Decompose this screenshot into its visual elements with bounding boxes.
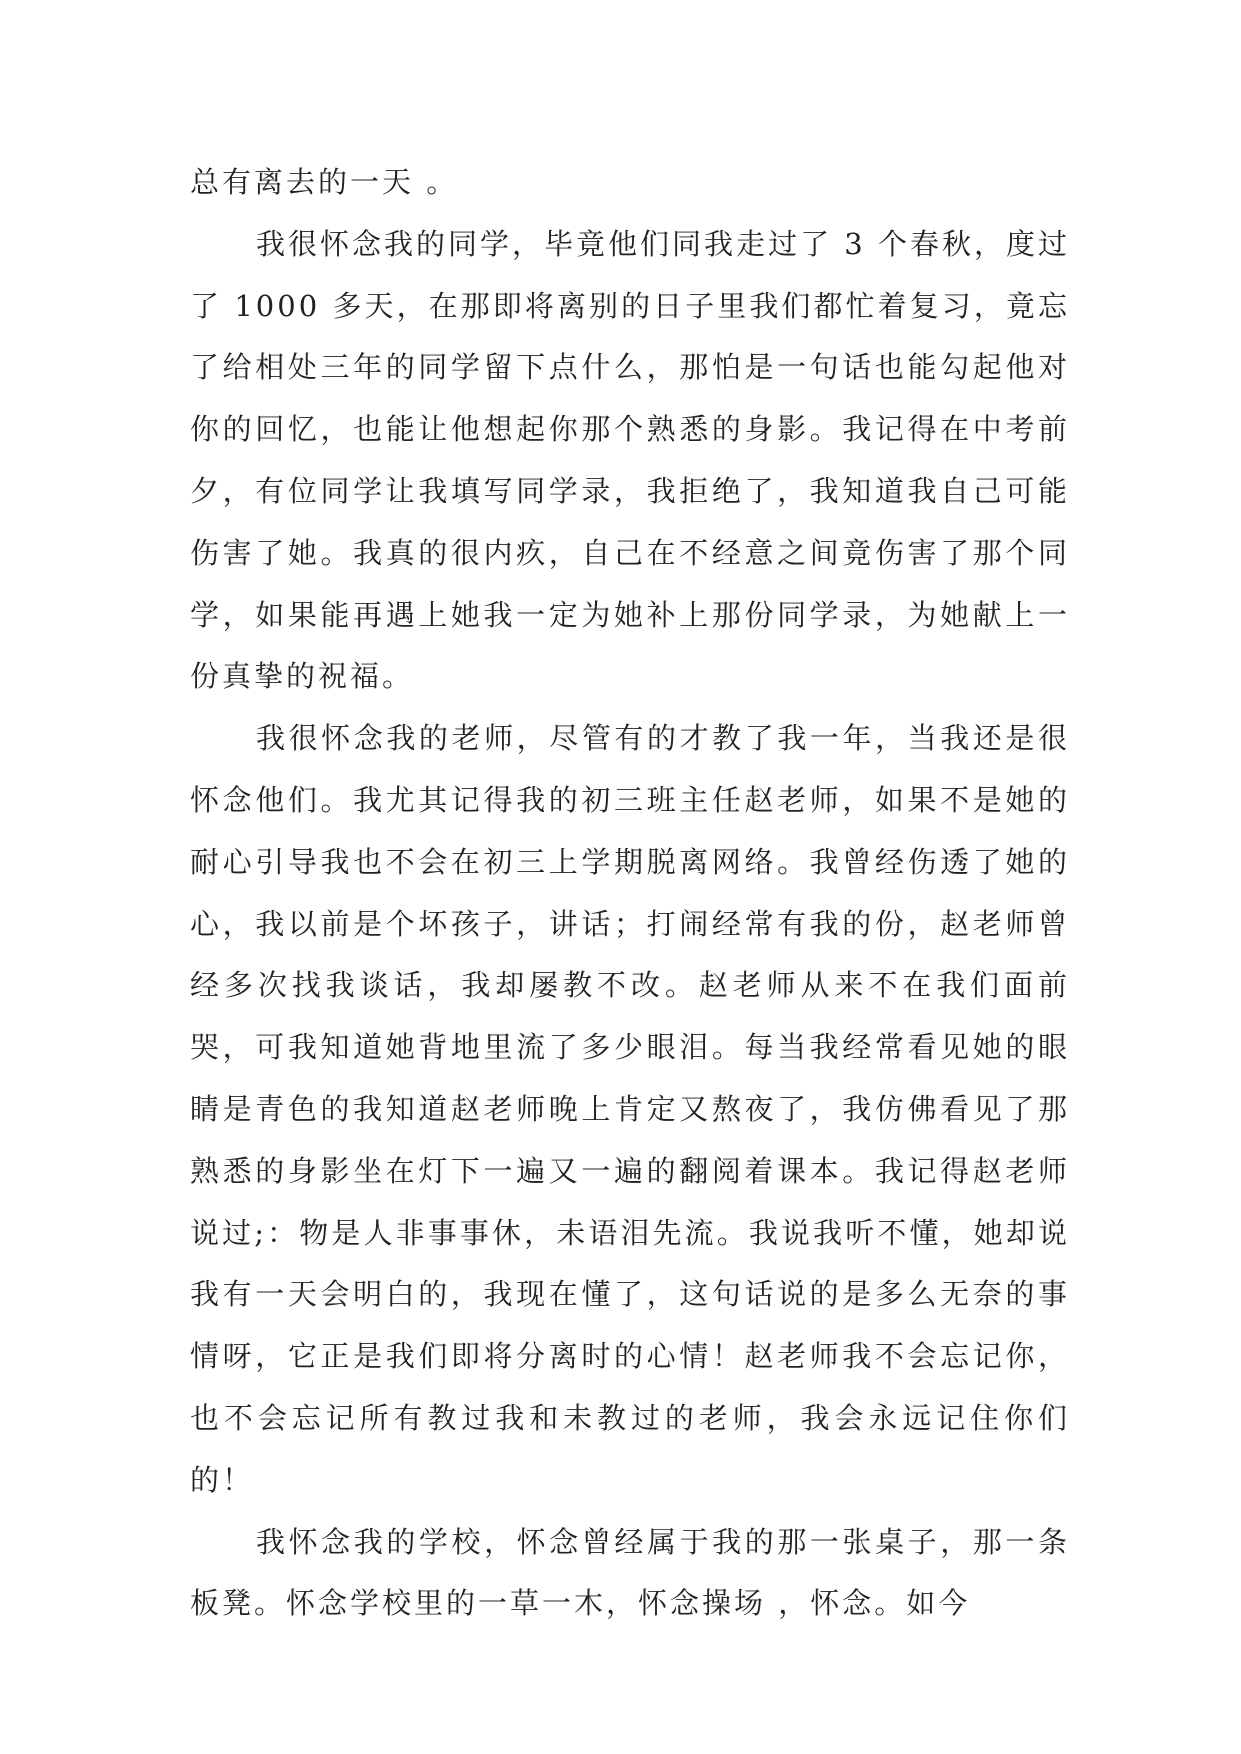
body-text: [190, 152, 1070, 1635]
paragraph-4: 我怀念我的学校，怀念曾经属于我的那一张桌子，那一条板凳。怀念学校里的一草一木，怀念操场 ，怀念。如今: [190, 1524, 1070, 1621]
paragraph-3: 我很怀念我的老师，尽管有的才教了我一年，当我还是很怀念他们。我尤其记得我的初三班主任赵老师，如果不是她的耐心引导我也不会在初三上学期脱离网络。我曾经伤透了她的心，我以前是个坏孩子，讲话；打闹经常有我的份，赵老师曾经多次找我谈话，我却屡教不改。赵老师从来不在我们面前哭，可我知道她背地里流了多少眼泪。每当我经常看见她的眼睛是青色的我知道赵老师晚上肯定又熬夜了，我仿佛看见了那熟悉的身影坐在灯下一遍又一遍的翻阅着课本。我记得赵老师说过;：物是人非事事休，未语泪先流。我说我听不懂，她却说我有一天会明白的，我现在懂了，这句话说的是多么无奈的事情呀，它正是我们即将分离时的心情！赵老师我不会忘记你，也不会忘记所有教过我和未教过的老师，我会永远记住你们的！: [190, 721, 1070, 1497]
paragraph-2: 我很怀念我的同学，毕竟他们同我走过了 3 个春秋，度过了 1000 多天，在那即将离别的日子里我们都忙着复习，竟忘了给相处三年的同学留下点什么，那怕是一句话也能勾起他对你的回忆，也能让他想起你那个熟悉的身影。我记得在中考前夕，有位同学让我填写同学录，我拒绝了，我知道我自己可能伤害了她。我真的很内疚，自己在不经意之间竟伤害了那个同学，如果能再遇上她我一定为她补上那份同学录，为她献上一份真挚的祝福。: [190, 226, 1070, 694]
paragraph-1: 总有离去的一天 。: [190, 165, 459, 199]
